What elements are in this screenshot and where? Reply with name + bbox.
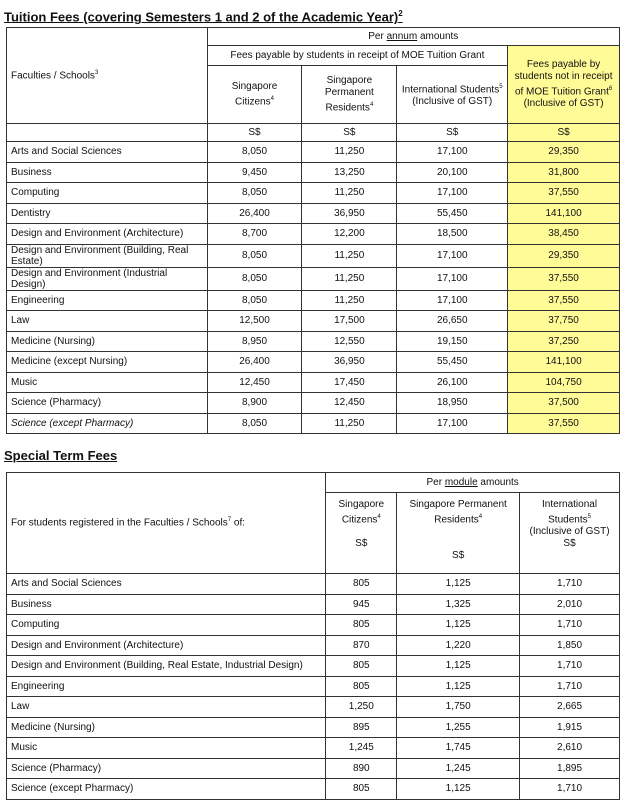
pr-fee: 12,200 [302,224,397,245]
intl-fee: 2,610 [520,738,620,759]
special-rows [7,574,620,800]
table-row [7,244,620,267]
tuition-header-row-1 [7,28,620,46]
pr-fee: 1,745 [397,738,520,759]
pr-fee: 17,450 [302,372,397,393]
intl-fee: 19,150 [397,331,508,352]
students-header: For students registered in the Faculties / Schools$^7$ of: [7,473,326,574]
nomoe-fee: 37,500 [508,393,620,414]
citizen-fee: 8,050 [207,183,302,204]
faculty-name: Computing [7,183,208,204]
pr-fee: 1,255 [397,717,520,738]
nomoe-fee: 37,750 [508,311,620,332]
currency-pr: S$ [302,124,397,142]
pr-fee: 12,550 [302,331,397,352]
table-row [7,352,620,373]
tuition-rows [7,142,620,434]
pr-fee: 1,125 [397,656,520,677]
citizen-fee: 805 [326,676,397,697]
tuition-fees-table [6,27,620,434]
faculty-name: Music [7,372,208,393]
faculties-header: Faculties / Schools$^3$ [7,28,208,124]
citizen-fee: 8,700 [207,224,302,245]
citizen-fee: 8,950 [207,331,302,352]
nomoe-fee: 37,550 [508,290,620,311]
nomoe-fee: 37,550 [508,413,620,434]
tuition-fees-title: Tuition Fees (covering Semesters 1 and 2 of the Academic Year)$^2$ [4,9,403,25]
faculty-name: Music [7,738,326,759]
intl-fee: 1,915 [520,717,620,738]
pr-header: Singapore Permanent Residents$^4$ [302,66,397,124]
faculty-name: Computing [7,615,326,636]
citizen-fee: 26,400 [207,203,302,224]
nomoe-fee: 37,550 [508,183,620,204]
sp-citizens-header: Singapore Citizens$^4$ S$ [326,493,397,574]
citizen-fee: 1,245 [326,738,397,759]
intl-fee: 55,450 [397,352,508,373]
pr-fee: 1,750 [397,697,520,718]
intl-fee: 26,650 [397,311,508,332]
pr-fee: 11,250 [302,244,397,267]
pr-fee: 1,220 [397,635,520,656]
no-moe-header: Fees payable by students not in receipt of MOE Tuition Grant$^6$ (Inclusive of GST) [508,46,620,124]
table-row [7,656,620,677]
intl-fee: 26,100 [397,372,508,393]
citizen-fee: 890 [326,758,397,779]
special-term-title: Special Term Fees [4,448,118,463]
sp-intl-header: International Students$^5$ (Inclusive of GST) S$ [520,493,620,574]
pr-fee: 11,250 [302,183,397,204]
moe-grant-header: Fees payable by students in receipt of MOE Tuition Grant [207,46,508,66]
faculty-name: Arts and Social Sciences [7,574,326,595]
faculty-name: Engineering [7,676,326,697]
intl-fee: 1,710 [520,574,620,595]
faculty-name: Science (except Pharmacy) [7,779,326,800]
pr-fee: 11,250 [302,267,397,290]
nomoe-fee: 141,100 [508,203,620,224]
table-row [7,635,620,656]
table-row [7,203,620,224]
special-header-row-1 [7,473,620,493]
intl-fee: 17,100 [397,413,508,434]
nomoe-fee: 104,750 [508,372,620,393]
faculty-name: Design and Environment (Industrial Design) [7,267,208,290]
pr-fee: 1,325 [397,594,520,615]
table-row [7,393,620,414]
intl-fee: 55,450 [397,203,508,224]
table-row [7,224,620,245]
pr-fee: 11,250 [302,142,397,163]
citizen-fee: 895 [326,717,397,738]
per-module-header: Per module amounts [326,473,620,493]
faculty-name: Design and Environment (Architecture) [7,224,208,245]
faculty-name: Design and Environment (Building, Real Estate, Industrial Design) [7,656,326,677]
citizen-fee: 12,450 [207,372,302,393]
pr-fee: 1,125 [397,779,520,800]
intl-fee: 1,710 [520,656,620,677]
intl-fee: 2,010 [520,594,620,615]
citizen-fee: 8,050 [207,413,302,434]
table-row [7,142,620,163]
currency-intl: S$ [397,124,508,142]
pr-fee: 11,250 [302,413,397,434]
nomoe-fee: 31,800 [508,162,620,183]
table-row [7,717,620,738]
intl-fee: 17,100 [397,267,508,290]
nomoe-fee: 38,450 [508,224,620,245]
table-row [7,372,620,393]
citizen-fee: 805 [326,656,397,677]
table-row [7,162,620,183]
nomoe-fee: 29,350 [508,142,620,163]
citizen-fee: 945 [326,594,397,615]
faculty-name: Medicine (Nursing) [7,717,326,738]
currency-citizens: S$ [207,124,302,142]
pr-fee: 1,125 [397,676,520,697]
nomoe-fee: 141,100 [508,352,620,373]
intl-fee: 17,100 [397,244,508,267]
currency-row [7,124,620,142]
table-row [7,290,620,311]
citizen-fee: 26,400 [207,352,302,373]
faculty-name: Law [7,697,326,718]
faculty-name: Medicine (Nursing) [7,331,208,352]
nomoe-fee: 29,350 [508,244,620,267]
intl-fee: 17,100 [397,183,508,204]
faculty-name: Design and Environment (Architecture) [7,635,326,656]
table-row [7,676,620,697]
table-row [7,697,620,718]
table-row [7,738,620,759]
intl-fee: 1,710 [520,615,620,636]
international-header: International Students$^5$ (Inclusive of GST) [397,66,508,124]
nomoe-fee: 37,550 [508,267,620,290]
pr-fee: 13,250 [302,162,397,183]
table-row [7,594,620,615]
intl-fee: 17,100 [397,142,508,163]
citizen-fee: 8,050 [207,244,302,267]
faculty-name: Science (except Pharmacy) [7,413,208,434]
faculty-name: Engineering [7,290,208,311]
currency-blank [7,124,208,142]
faculty-name: Science (Pharmacy) [7,393,208,414]
faculty-name: Medicine (except Nursing) [7,352,208,373]
pr-fee: 1,245 [397,758,520,779]
pr-fee: 36,950 [302,352,397,373]
intl-fee: 1,710 [520,779,620,800]
pr-fee: 12,450 [302,393,397,414]
currency-nomoe: S$ [508,124,620,142]
table-row [7,779,620,800]
nomoe-fee: 37,250 [508,331,620,352]
faculty-name: Law [7,311,208,332]
citizen-fee: 805 [326,615,397,636]
intl-fee: 1,710 [520,676,620,697]
intl-fee: 20,100 [397,162,508,183]
citizens-header: Singapore Citizens$^4$ [207,66,302,124]
pr-fee: 1,125 [397,615,520,636]
faculty-name: Arts and Social Sciences [7,142,208,163]
intl-fee: 18,500 [397,224,508,245]
table-row [7,413,620,434]
intl-fee: 1,895 [520,758,620,779]
special-term-table [6,472,620,800]
citizen-fee: 12,500 [207,311,302,332]
pr-fee: 11,250 [302,290,397,311]
faculty-name: Science (Pharmacy) [7,758,326,779]
pr-fee: 17,500 [302,311,397,332]
table-row [7,267,620,290]
citizen-fee: 805 [326,779,397,800]
citizen-fee: 1,250 [326,697,397,718]
table-row [7,615,620,636]
pr-fee: 1,125 [397,574,520,595]
table-row [7,574,620,595]
faculty-name: Business [7,594,326,615]
faculty-name: Design and Environment (Building, Real Estate) [7,244,208,267]
intl-fee: 1,850 [520,635,620,656]
citizen-fee: 8,900 [207,393,302,414]
table-row [7,331,620,352]
faculty-name: Business [7,162,208,183]
intl-fee: 2,665 [520,697,620,718]
sp-pr-header: Singapore Permanent Residents$^4$ S$ [397,493,520,574]
table-row [7,183,620,204]
per-annum-header: Per annum amounts [207,28,619,46]
table-row [7,758,620,779]
citizen-fee: 9,450 [207,162,302,183]
citizen-fee: 870 [326,635,397,656]
citizen-fee: 8,050 [207,142,302,163]
intl-fee: 17,100 [397,290,508,311]
pr-fee: 36,950 [302,203,397,224]
citizen-fee: 8,050 [207,290,302,311]
intl-fee: 18,950 [397,393,508,414]
table-row [7,311,620,332]
citizen-fee: 8,050 [207,267,302,290]
citizen-fee: 805 [326,574,397,595]
faculty-name: Dentistry [7,203,208,224]
